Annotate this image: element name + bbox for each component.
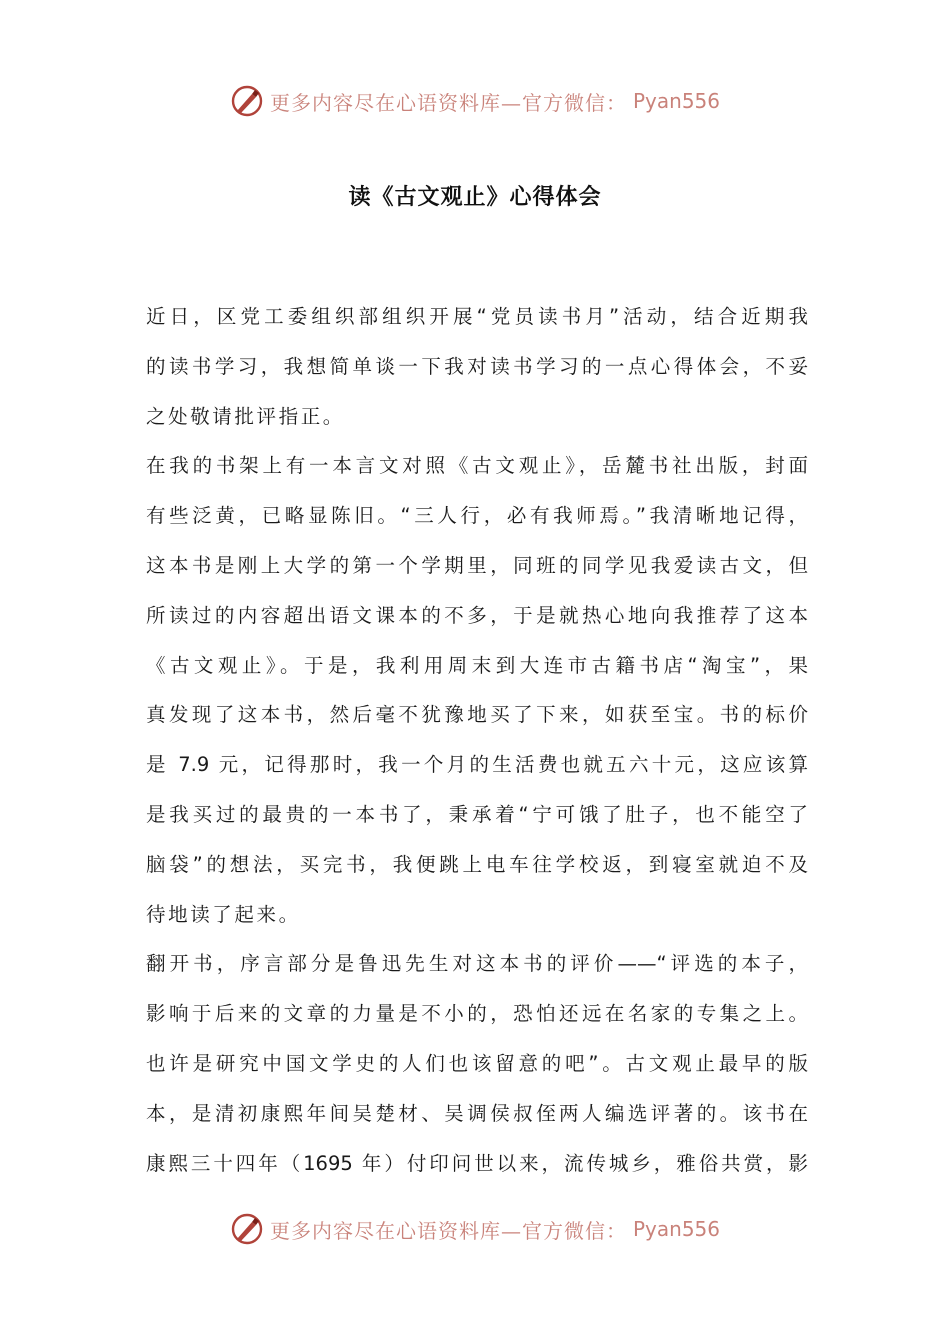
text-line: 影响于后来的文章的力量是不小的，恐怕还远在名家的专集之上。 [146,1002,808,1026]
text-line: 是我买过的最贵的一本书了，秉承着“宁可饿了肚子，也不能空了 [146,802,808,826]
text-line: 康熙三十四年（1695 年）付印问世以来，流传城乡，雅俗共赏，影 [146,1151,808,1175]
text-line: 这本书是刚上大学的第一个学期里，同班的同学见我爱读古文，但 [146,553,808,577]
document-body [146,292,808,1188]
text-line: 是 7.9 元，记得那时，我一个月的生活费也就五六十元，这应该算 [146,753,808,777]
watermark-wechat-id: Pyan556 [632,89,720,113]
watermark-text: 更多内容尽在心语资料库—官方微信： [269,1218,627,1243]
text-line: 近日，区党工委组织部组织开展“党员读书月”活动，结合近期我 [146,305,808,328]
header-watermark [0,84,950,118]
text-line: 待地读了起来。 [146,902,301,926]
text-line: 的读书学习，我想简单谈一下我对读书学习的一点心得体会，不妥 [146,354,808,378]
text-line: 真发现了这本书，然后毫不犹豫地买了下来，如获至宝。书的标价 [146,703,808,727]
text-line: 《古文观止》。于是，我利用周末到大连市古籍书店“淘宝”，果 [146,653,808,677]
text-line: 之处敬请批评指正。 [146,404,345,428]
footer-watermark [0,1212,950,1246]
text-line: 本，是清初康熙年间吴楚材、吴调侯叔侄两人编选评著的。该书在 [146,1101,808,1125]
text-line: 翻开书，序言部分是鲁迅先生对这本书的评价——“评选的本子， [146,952,808,976]
text-line: 也许是研究中国文学史的人们也该留意的吧”。古文观止最早的版 [146,1051,808,1075]
pen-logo-icon [230,1212,264,1246]
text-line: 所读过的内容超出语文课本的不多，于是就热心地向我推荐了这本 [146,603,808,627]
watermark-text: 更多内容尽在心语资料库—官方微信： [269,90,627,115]
text-line: 脑袋”的想法，买完书，我便跳上电车往学校返，到寝室就迫不及 [146,852,808,876]
watermark-wechat-id: Pyan556 [632,1217,720,1241]
text-line: 在我的书架上有一本言文对照《古文观止》，岳麓书社出版，封面 [146,454,808,478]
pen-logo-icon [230,84,264,118]
document-title: 读《古文观止》心得体会 [348,185,602,210]
text-line: 有些泛黄，已略显陈旧。“三人行，必有我师焉。”我清晰地记得， [146,504,808,528]
